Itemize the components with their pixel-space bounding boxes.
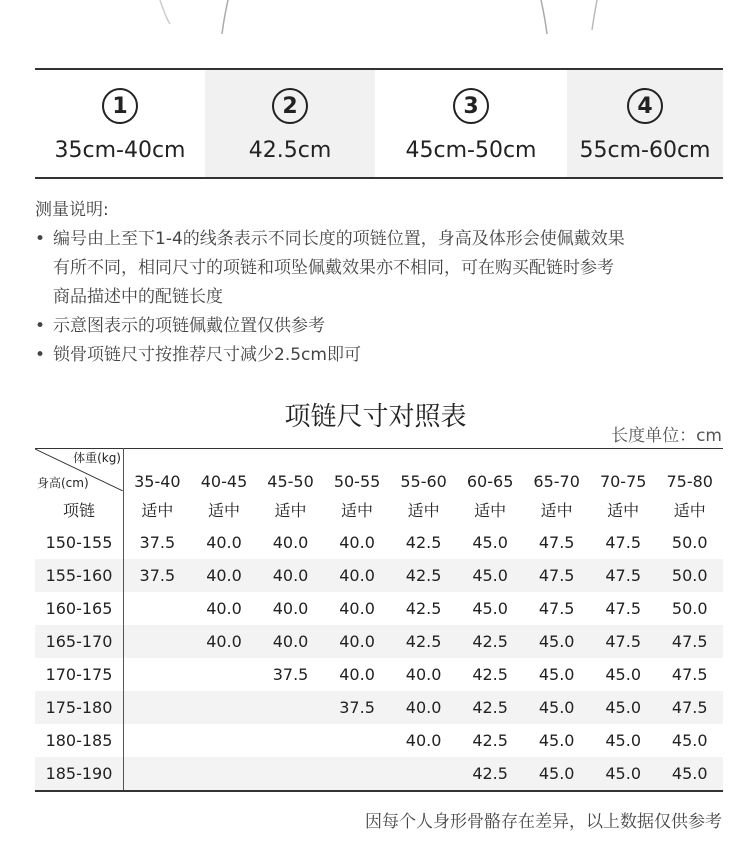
length-cell: 37.5 bbox=[324, 691, 391, 724]
length-cell: 40.0 bbox=[206, 599, 242, 618]
note-item bbox=[35, 312, 735, 341]
height-range-cell: 170-175 bbox=[35, 658, 124, 691]
length-cell: 42.5 bbox=[390, 559, 457, 592]
size-number-badge: 3 bbox=[453, 88, 489, 124]
length-cell bbox=[124, 625, 191, 658]
size-legend bbox=[35, 68, 723, 179]
length-cell: 45.0 bbox=[472, 599, 508, 618]
length-cell: 37.5 bbox=[124, 559, 191, 592]
size-item bbox=[35, 70, 205, 177]
height-range-cell: 175-180 bbox=[35, 691, 124, 724]
length-cell: 45.0 bbox=[457, 559, 524, 592]
length-cell: 37.5 bbox=[272, 665, 309, 684]
fit-cell: 适中 bbox=[607, 501, 640, 520]
weight-header: 70-75 bbox=[590, 449, 657, 494]
length-cell: 40.0 bbox=[206, 533, 242, 552]
length-cell bbox=[191, 724, 258, 757]
bullet-icon: • bbox=[35, 229, 46, 249]
size-item bbox=[567, 70, 723, 177]
length-cell bbox=[191, 658, 258, 691]
weight-header: 45-50 bbox=[257, 449, 324, 494]
fit-cell: 适中 bbox=[540, 501, 573, 520]
corner-header bbox=[35, 449, 124, 494]
fit-cell: 适中 bbox=[407, 501, 440, 520]
length-cell: 45.0 bbox=[523, 757, 590, 791]
length-cell bbox=[257, 757, 324, 791]
fit-cell: 适中 bbox=[341, 501, 374, 520]
weight-header: 65-70 bbox=[523, 449, 590, 494]
size-range: 45cm-50cm bbox=[405, 138, 537, 163]
length-cell bbox=[191, 757, 258, 791]
length-cell bbox=[124, 724, 191, 757]
length-cell: 42.5 bbox=[472, 665, 508, 684]
length-cell: 37.5 bbox=[139, 533, 176, 552]
length-cell: 42.5 bbox=[405, 599, 442, 618]
table-row bbox=[35, 592, 723, 625]
length-cell: 45.0 bbox=[523, 625, 590, 658]
size-item bbox=[375, 70, 567, 177]
length-cell: 40.0 bbox=[191, 625, 258, 658]
size-chart-table bbox=[35, 448, 723, 792]
length-cell: 40.0 bbox=[272, 533, 309, 552]
length-cell: 45.0 bbox=[605, 665, 641, 684]
length-cell: 40.0 bbox=[257, 559, 324, 592]
length-cell bbox=[124, 592, 191, 625]
length-cell: 42.5 bbox=[405, 533, 442, 552]
table-row bbox=[35, 526, 723, 559]
table-row bbox=[35, 658, 723, 691]
necklace-illustration bbox=[0, 0, 751, 40]
length-cell bbox=[124, 691, 191, 724]
length-cell: 45.0 bbox=[538, 731, 575, 750]
fit-cell: 适中 bbox=[141, 501, 174, 520]
length-cell bbox=[324, 724, 391, 757]
weight-header: 40-45 bbox=[191, 449, 258, 494]
note-line: 锁骨项链尺寸按推荐尺寸减少2.5cm即可 bbox=[53, 345, 361, 365]
fit-cell: 适中 bbox=[673, 501, 706, 520]
length-cell bbox=[124, 757, 191, 791]
table-row bbox=[35, 691, 723, 724]
note-item bbox=[35, 341, 735, 370]
fit-cell: 适中 bbox=[274, 501, 307, 520]
note-item bbox=[35, 225, 735, 312]
length-cell bbox=[257, 691, 324, 724]
length-cell bbox=[257, 724, 324, 757]
length-cell: 47.5 bbox=[538, 533, 575, 552]
length-cell: 40.0 bbox=[339, 599, 375, 618]
weight-axis-label: 体重(kg) bbox=[73, 451, 121, 465]
length-cell bbox=[324, 757, 391, 791]
size-number-badge: 2 bbox=[272, 88, 308, 124]
weight-header: 50-55 bbox=[324, 449, 391, 494]
length-cell bbox=[124, 658, 191, 691]
length-cell: 47.5 bbox=[656, 625, 723, 658]
length-cell: 47.5 bbox=[523, 559, 590, 592]
length-cell: 40.0 bbox=[191, 559, 258, 592]
length-cell bbox=[191, 691, 258, 724]
weight-header: 35-40 bbox=[124, 449, 191, 494]
length-cell: 45.0 bbox=[656, 757, 723, 791]
size-range: 55cm-60cm bbox=[579, 138, 711, 163]
length-cell: 42.5 bbox=[472, 731, 508, 750]
size-number-badge: 1 bbox=[102, 88, 138, 124]
table-title: 项链尺寸对照表 bbox=[284, 402, 467, 432]
length-cell: 47.5 bbox=[656, 691, 723, 724]
length-cell: 40.0 bbox=[339, 665, 375, 684]
table-row bbox=[35, 724, 723, 757]
height-range-cell: 150-155 bbox=[35, 526, 124, 559]
length-cell: 40.0 bbox=[324, 559, 391, 592]
length-cell: 42.5 bbox=[390, 625, 457, 658]
length-cell: 40.0 bbox=[257, 625, 324, 658]
footer-note: 因每个人身形骨骼存在差异，以上数据仅供参考 bbox=[365, 812, 722, 832]
length-cell: 42.5 bbox=[457, 691, 524, 724]
length-cell: 40.0 bbox=[272, 599, 309, 618]
length-cell: 50.0 bbox=[671, 599, 708, 618]
length-cell: 40.0 bbox=[324, 625, 391, 658]
size-range: 42.5cm bbox=[248, 138, 332, 163]
length-cell: 42.5 bbox=[457, 757, 524, 791]
height-range-cell: 185-190 bbox=[35, 757, 124, 791]
length-cell: 47.5 bbox=[671, 665, 708, 684]
length-cell: 47.5 bbox=[605, 533, 641, 552]
length-cell: 50.0 bbox=[656, 559, 723, 592]
notes-title: 测量说明: bbox=[35, 200, 109, 220]
length-cell: 42.5 bbox=[457, 625, 524, 658]
fit-cell: 适中 bbox=[207, 501, 240, 520]
bullet-icon: • bbox=[35, 345, 46, 365]
height-range-cell: 165-170 bbox=[35, 625, 124, 658]
length-cell: 47.5 bbox=[605, 599, 641, 618]
weight-header: 60-65 bbox=[457, 449, 524, 494]
length-cell: 45.0 bbox=[590, 757, 657, 791]
length-cell: 50.0 bbox=[671, 533, 708, 552]
weight-header: 55-60 bbox=[390, 449, 457, 494]
length-cell: 45.0 bbox=[671, 731, 708, 750]
table-row bbox=[35, 625, 723, 658]
note-line: 编号由上至下1-4的线条表示不同长度的项链位置，身高及体形会使佩戴效果 bbox=[53, 229, 625, 249]
length-cell: 47.5 bbox=[590, 559, 657, 592]
length-cell: 45.0 bbox=[605, 731, 641, 750]
length-cell: 45.0 bbox=[538, 665, 575, 684]
length-cell: 40.0 bbox=[339, 533, 375, 552]
size-item bbox=[205, 70, 375, 177]
length-cell: 40.0 bbox=[405, 665, 442, 684]
height-range-cell: 155-160 bbox=[35, 559, 124, 592]
length-cell: 45.0 bbox=[472, 533, 508, 552]
fit-row-label: 项链 bbox=[35, 493, 124, 526]
length-cell: 40.0 bbox=[405, 731, 442, 750]
note-line: 商品描述中的配链长度 bbox=[53, 287, 223, 307]
height-axis-label: 身高(cm) bbox=[37, 476, 89, 490]
length-cell: 40.0 bbox=[390, 691, 457, 724]
height-range-cell: 180-185 bbox=[35, 724, 124, 757]
length-cell: 45.0 bbox=[590, 691, 657, 724]
note-line: 示意图表示的项链佩戴位置仅供参考 bbox=[53, 316, 325, 336]
note-line: 有所不同，相同尺寸的项链和项坠佩戴效果亦不相同，可在购买配链时参考 bbox=[53, 258, 614, 278]
length-cell: 47.5 bbox=[538, 599, 575, 618]
size-number-badge: 4 bbox=[627, 88, 663, 124]
fit-cell: 适中 bbox=[474, 501, 507, 520]
bullet-icon: • bbox=[35, 316, 46, 336]
table-row bbox=[35, 559, 723, 592]
length-cell bbox=[390, 757, 457, 791]
weight-header: 75-80 bbox=[656, 449, 723, 494]
table-row bbox=[35, 757, 723, 791]
measurement-notes bbox=[35, 196, 735, 370]
length-cell: 47.5 bbox=[590, 625, 657, 658]
unit-label: 长度单位：cm bbox=[611, 426, 722, 446]
length-cell: 45.0 bbox=[523, 691, 590, 724]
size-range: 35cm-40cm bbox=[54, 138, 186, 163]
height-range-cell: 160-165 bbox=[35, 592, 124, 625]
